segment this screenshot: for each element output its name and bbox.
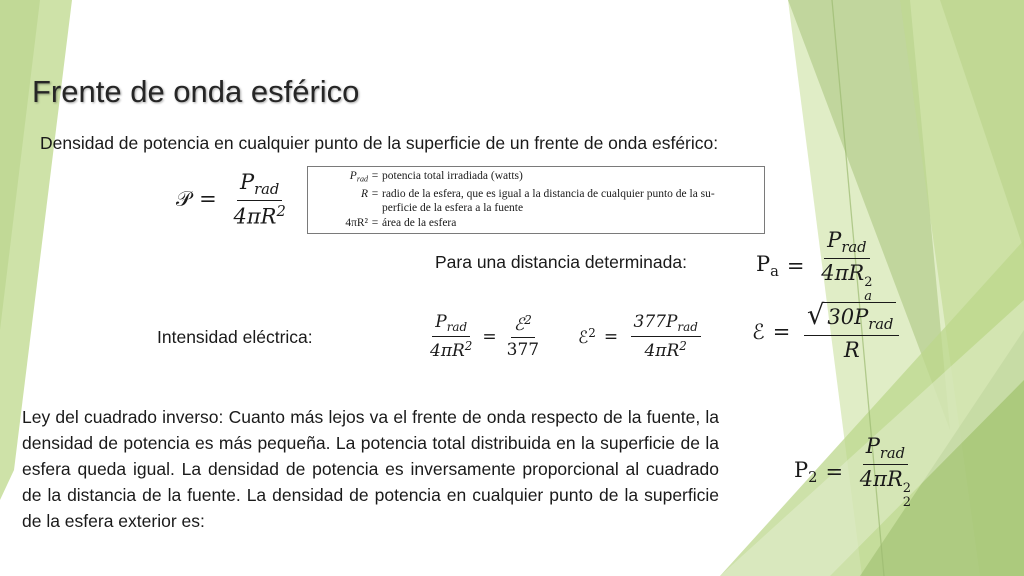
intensity-equation-3: ℰ = √ $30P_{rad}$ R bbox=[748, 302, 902, 362]
superscript-2: 2 bbox=[524, 313, 532, 328]
field-symbol: ℰ bbox=[578, 327, 589, 348]
superscript-2: 2 bbox=[902, 480, 912, 496]
superscript-2: 2 bbox=[588, 325, 596, 340]
subscript-rad: rad bbox=[868, 316, 894, 334]
symbol-legend-box bbox=[307, 166, 765, 234]
legend-definition: perficie de la esfera a la fuente bbox=[382, 202, 524, 215]
denominator-377: 377 bbox=[506, 340, 540, 361]
intro-text: Densidad de potencia en cualquier punto de la superficie de un frente de onda esférico: bbox=[40, 133, 719, 153]
subscript-rad: rad bbox=[254, 181, 280, 199]
superscript-2: 2 bbox=[276, 203, 286, 221]
denominator: 4πR bbox=[821, 261, 865, 286]
subscript-rad: rad bbox=[841, 239, 867, 257]
legend-row: $P_{rad}$ = potencia total irradiada (watts) bbox=[312, 169, 760, 187]
numerator-p: P bbox=[865, 434, 880, 458]
sqrt-icon: √ bbox=[807, 300, 825, 331]
subscript-rad: rad bbox=[677, 320, 698, 335]
denominator: R bbox=[804, 335, 899, 362]
power-density-formula: 𝒫 = $\frac{P_{rad}}{4\pi R^2}$ bbox=[176, 170, 286, 229]
radicand: 30P bbox=[827, 305, 869, 329]
subscript-2: 2 bbox=[808, 468, 818, 486]
legend-row: R = radio de la esfera, que es igual a la distancia de cualquier punto de la su- bbox=[312, 187, 760, 202]
legend-row bbox=[312, 201, 760, 216]
denominator: 4πR bbox=[430, 341, 465, 362]
p2-formula: $P_2$ = $P_{rad}$ 4πR 2 2 bbox=[794, 434, 912, 510]
numerator: 377P bbox=[633, 312, 678, 332]
denominator: 4πR bbox=[644, 341, 680, 362]
superscript-2: 2 bbox=[464, 339, 473, 354]
pa-formula: $P_a$ = $P_{rad}$ 4πR 2 a bbox=[756, 228, 873, 304]
subscript-a: a bbox=[864, 288, 872, 304]
superscript-2: 2 bbox=[679, 339, 687, 354]
legend-definition: área de la esfera bbox=[382, 216, 457, 229]
inverse-square-law-paragraph: Ley del cuadrado inverso: Cuanto más lejos va el frente de onda respecto de la fuente, la densidad de potencia es más pequeña. La potencia total distribuida en la superficie de la esfera queda igual. La densidad de potencia es inversamente proporcional al cuadrado de la distancia de la fuente. La densidad de potencia en cualquier punto de la superficie de la esfera exterior es: bbox=[22, 407, 719, 531]
numerator-p: P bbox=[239, 170, 255, 194]
superscript-2: 2 bbox=[864, 274, 873, 290]
intensity-equation-1: $\frac{P_{rad}}{4\pi R^2}$ = $\frac{ℰ^2}{377}$ bbox=[424, 312, 545, 361]
distance-label: Para una distancia determinada: bbox=[435, 252, 687, 272]
denominator: 4πR bbox=[859, 467, 903, 492]
denominator: 4πR bbox=[233, 204, 277, 229]
legend-symbol: 4πR² bbox=[345, 216, 368, 229]
p2-symbol: P bbox=[794, 457, 809, 482]
density-symbol: 𝒫 bbox=[176, 186, 192, 211]
legend-symbol: R bbox=[360, 187, 368, 200]
subscript-a: a bbox=[770, 262, 779, 280]
pa-symbol: P bbox=[756, 251, 771, 276]
field-symbol: ℰ bbox=[752, 320, 765, 345]
subscript-2: 2 bbox=[902, 494, 912, 510]
slide-title: Frente de onda esférico bbox=[32, 74, 360, 109]
subscript-rad: rad bbox=[879, 445, 906, 463]
subscript-rad: rad bbox=[446, 320, 468, 335]
legend-row: 4πR² = área de la esfera bbox=[312, 216, 760, 231]
legend-definition: radio de la esfera, que es igual a la distancia de cualquier punto de la su- bbox=[382, 187, 715, 200]
numerator-p: P bbox=[435, 312, 447, 332]
intensity-label: Intensidad eléctrica: bbox=[157, 327, 313, 347]
legend-definition: potencia total irradiada (watts) bbox=[382, 170, 523, 182]
intensity-equation-2: ℰ$^2$ = $\frac{377P_{rad}}{4\pi R^2}$ bbox=[574, 312, 704, 361]
field-symbol: ℰ bbox=[513, 315, 525, 336]
numerator-p: P bbox=[827, 228, 842, 252]
